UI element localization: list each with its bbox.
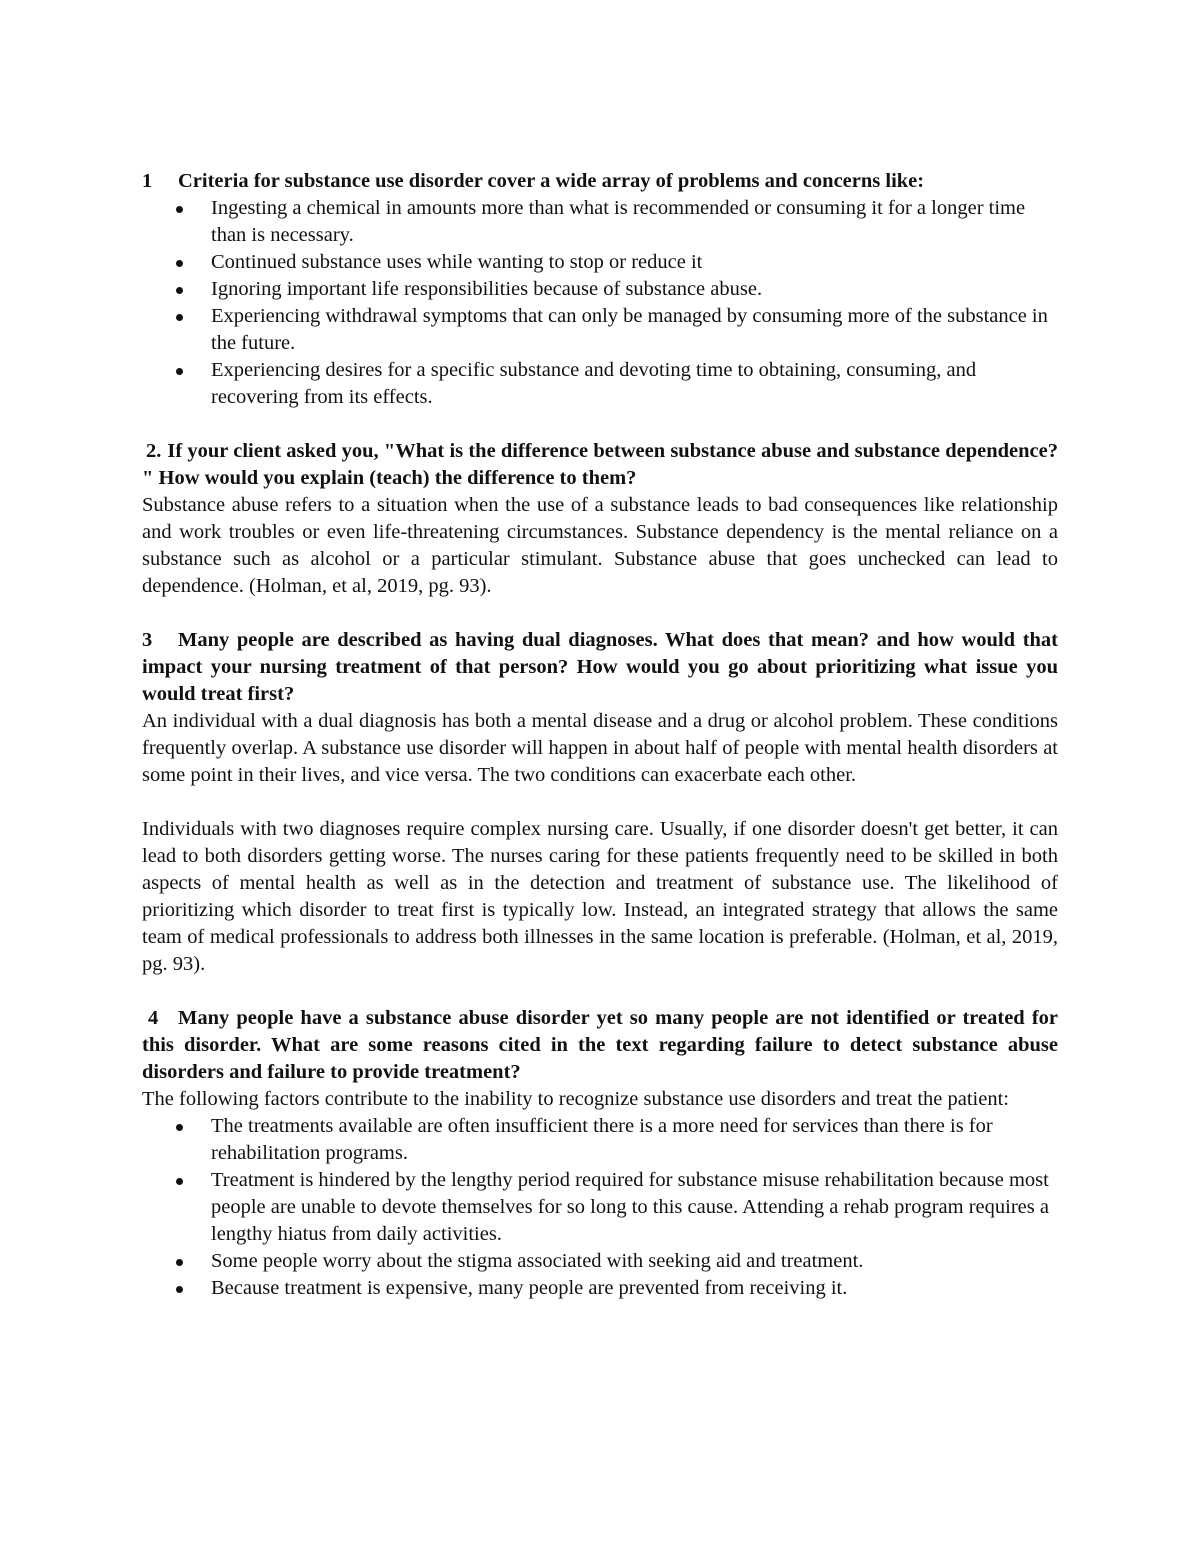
bullet-icon bbox=[176, 368, 183, 375]
question-number: 3 bbox=[142, 629, 153, 651]
question-text: Many people have a substance abuse disorder yet so many people are not identified or treated for this disorder. What are some reasons cited in the text regarding failure to detect substance abuse disorders and failure to provide treatment? bbox=[142, 1007, 1058, 1083]
list-item: Continued substance uses while wanting to stop or reduce it bbox=[211, 249, 1058, 276]
answer-intro: The following factors contribute to the inability to recognize substance use disorders and treat the patient: bbox=[142, 1088, 1009, 1110]
list-item: Experiencing desires for a specific substance and devoting time to obtaining, consuming, and recovering from its effects. bbox=[211, 357, 1058, 411]
answer-paragraph: Substance abuse refers to a situation when the use of a substance leads to bad consequences like relationship and work troubles or even life-threatening circumstances. Substance dependency is the mental reliance on a substance such as alcohol or a particular stimulant. Substance abuse that goes unchecked can lead to dependence. (Holman, et al, 2019, pg. 93). bbox=[142, 494, 1058, 597]
bullet-icon bbox=[176, 1286, 183, 1293]
section-2 bbox=[142, 438, 1058, 600]
question-3 bbox=[142, 627, 1058, 708]
bullet-icon bbox=[176, 314, 183, 321]
bullet-list-1 bbox=[142, 195, 1058, 411]
bullet-icon bbox=[176, 206, 183, 213]
list-item: Because treatment is expensive, many people are prevented from receiving it. bbox=[211, 1275, 1058, 1302]
bullet-icon bbox=[176, 1259, 183, 1266]
list-item: Experiencing withdrawal symptoms that can only be managed by consuming more of the substance in the future. bbox=[211, 303, 1058, 357]
question-4 bbox=[142, 1005, 1058, 1086]
question-text: Many people are described as having dual diagnoses. What does that mean? and how would that impact your nursing treatment of that person? How would you go about prioritizing what issue you would treat first? bbox=[142, 629, 1058, 705]
list-item: Treatment is hindered by the lengthy period required for substance misuse rehabilitation because most people are unable to devote themselves for so long to this cause. Attending a rehab program requires a lengthy hiatus from daily activities. bbox=[211, 1167, 1058, 1248]
document-page bbox=[142, 168, 1058, 1302]
question-1 bbox=[142, 168, 1058, 195]
list-item: The treatments available are often insufficient there is a more need for services than there is for rehabilitation programs. bbox=[211, 1113, 1058, 1167]
bullet-list-4 bbox=[142, 1113, 1058, 1302]
bullet-icon bbox=[176, 287, 183, 294]
list-item: Some people worry about the stigma associated with seeking aid and treatment. bbox=[211, 1248, 1058, 1275]
question-number: 4 bbox=[148, 1007, 159, 1029]
bullet-icon bbox=[176, 260, 183, 267]
list-item: Ignoring important life responsibilities because of substance abuse. bbox=[211, 276, 1058, 303]
list-item: Ingesting a chemical in amounts more than what is recommended or consuming it for a longer time than is necessary. bbox=[211, 195, 1058, 249]
answer-paragraph: Individuals with two diagnoses require complex nursing care. Usually, if one disorder doesn't get better, it can lead to both disorders getting worse. The nurses caring for these patients frequently need to be skilled in both aspects of mental health as well as in the detection and treatment of substance use. The likelihood of prioritizing which disorder to treat first is typically low. Instead, an integrated strategy that allows the same team of medical professionals to address both illnesses in the same location is preferable. (Holman, et al, 2019, pg. 93). bbox=[142, 818, 1058, 975]
question-text: If your client asked you, "What is the difference between substance abuse and substance dependence? " How would you explain (teach) the difference to them? bbox=[142, 440, 1058, 489]
question-number: 2. bbox=[146, 440, 162, 462]
question-number: 1 bbox=[142, 170, 153, 192]
section-3 bbox=[142, 627, 1058, 978]
answer-paragraph: An individual with a dual diagnosis has both a mental disease and a drug or alcohol problem. These conditions frequently overlap. A substance use disorder will happen in about half of people with mental health disorders at some point in their lives, and vice versa. The two conditions can exacerbate each other. bbox=[142, 710, 1058, 786]
section-4 bbox=[142, 1005, 1058, 1302]
section-1 bbox=[142, 168, 1058, 411]
bullet-icon bbox=[176, 1124, 183, 1131]
bullet-icon bbox=[176, 1178, 183, 1185]
question-2 bbox=[142, 438, 1058, 492]
question-text: Criteria for substance use disorder cover a wide array of problems and concerns like: bbox=[178, 170, 925, 192]
